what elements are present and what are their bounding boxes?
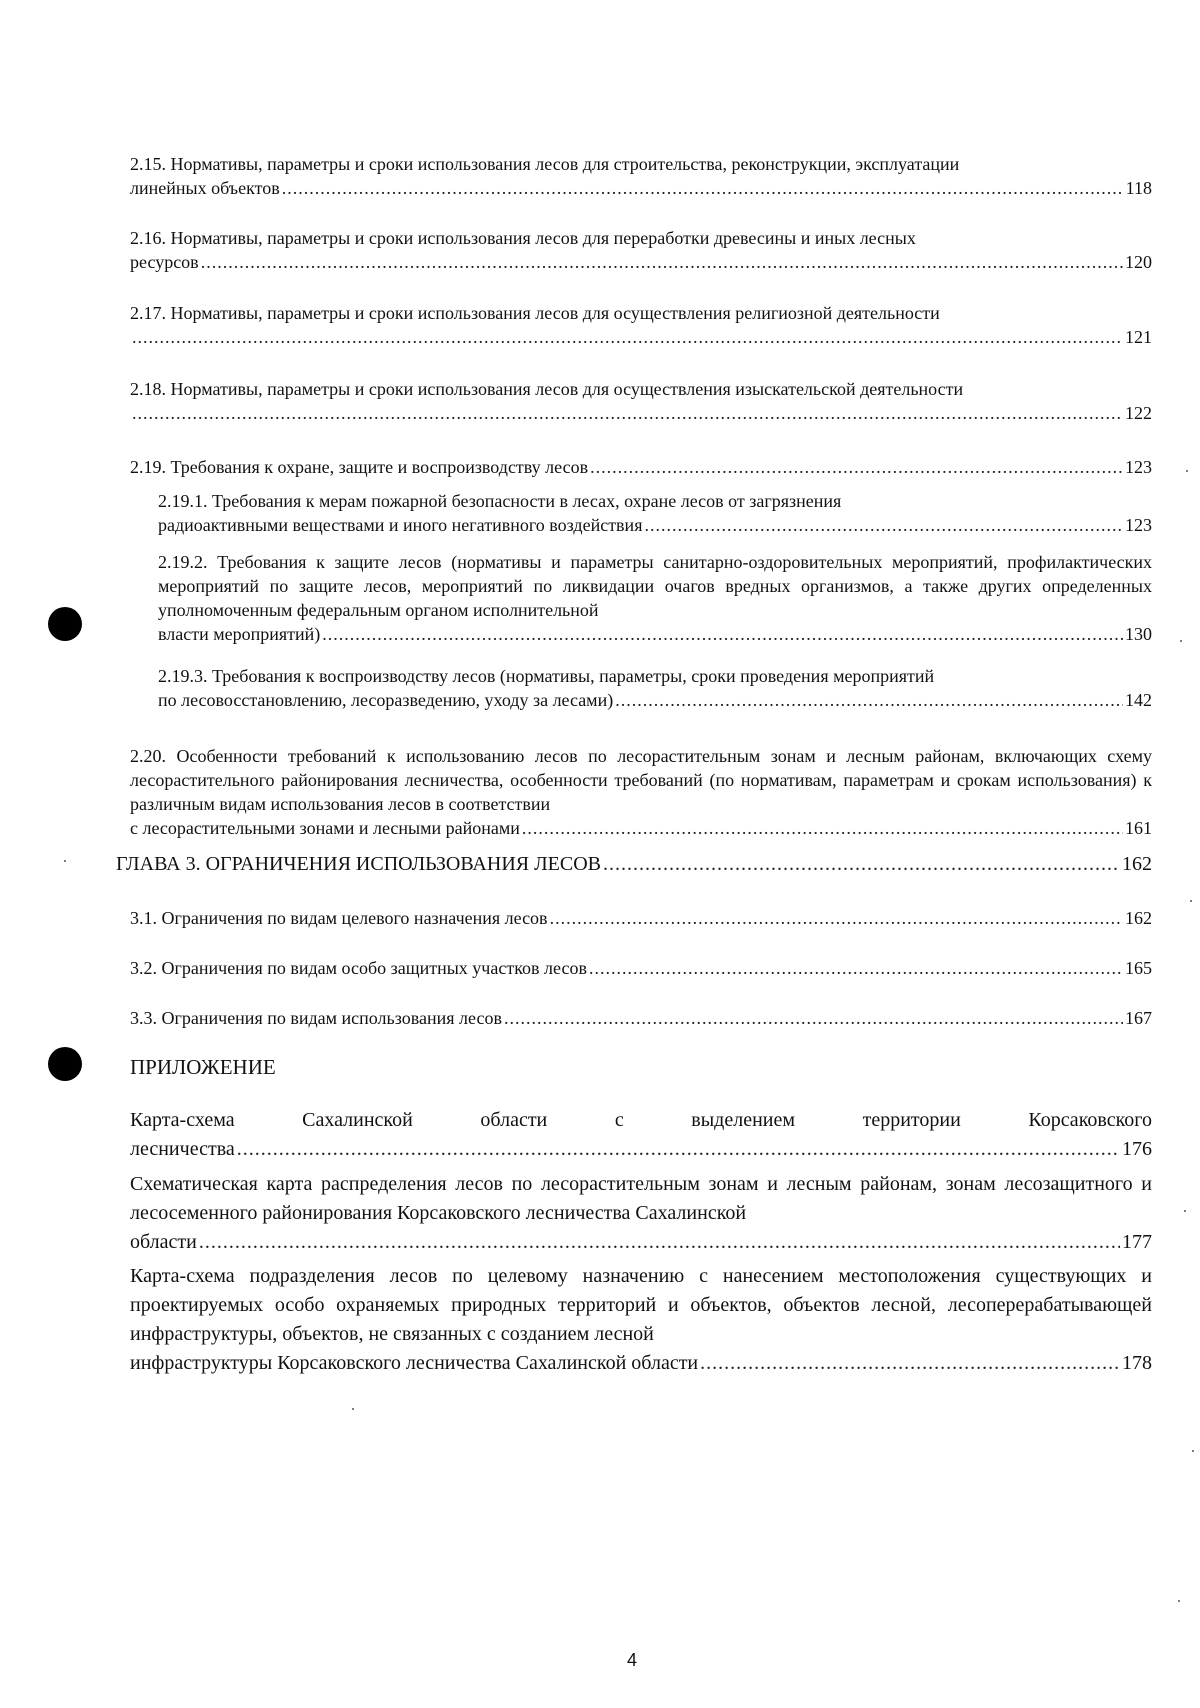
toc-entry-text: Карта-схема подразделения лесов по целевому назначению с нанесением местоположения существующих и проектируемых особо охраняемых природных территорий и объектов, объектов лесной, лесоперерабатывающей инфраструктуры, объектов, не связанных с созданием лесной	[130, 1265, 1152, 1345]
toc-entry-last-line: области	[130, 1231, 197, 1253]
toc-page-number: 123	[1125, 515, 1152, 535]
toc-entry-text: 2.19.2. Требования к защите лесов (нормативы и параметры санитарно-оздоровительных мероприятий, профилактических мероприятий по защите лесов, мероприятий по ликвидации очагов вредных организмов, а также других определенных уполномоченным федеральным органом исполнительной	[158, 552, 1152, 620]
toc-entry-text: 2.17. Нормативы, параметры и сроки использования лесов для осуществления религиозной деятельности	[130, 303, 940, 323]
leader-dots	[199, 1228, 1120, 1257]
toc-page-number: 142	[1125, 690, 1152, 710]
toc-entry-2-19	[130, 455, 1152, 479]
leader-dots	[550, 906, 1123, 930]
scan-speck	[1192, 1450, 1194, 1452]
toc-page-number: 176	[1122, 1138, 1152, 1160]
toc-entry-text: 2.18. Нормативы, параметры и сроки использования лесов для осуществления изыскательской деятельности	[130, 379, 964, 399]
scan-speck	[1186, 470, 1188, 472]
toc-entry-2-18	[130, 377, 1152, 425]
leader-dots	[589, 956, 1123, 980]
page-number: 4	[627, 1650, 638, 1670]
scan-speck	[352, 1408, 354, 1410]
toc-entry-last-line: 2.19. Требования к охране, защите и воспроизводству лесов	[130, 457, 589, 477]
toc-page-number: 165	[1125, 958, 1152, 978]
scan-speck	[1180, 640, 1182, 642]
leader-dots	[615, 688, 1123, 712]
toc-entry-text: 2.19.3. Требования к воспроизводству лесов (нормативы, параметры, сроки проведения мероприятий	[158, 666, 935, 686]
toc-page-number: 162	[1122, 853, 1152, 875]
appendix-heading: ПРИЛОЖЕНИЕ	[130, 1055, 276, 1079]
toc-entry-3-2	[130, 956, 1152, 980]
toc-entry-last-line: ресурсов	[130, 252, 199, 272]
leader-dots	[700, 1349, 1120, 1378]
toc-entry-2-15	[130, 152, 1152, 200]
toc-entry-2-19-2	[158, 550, 1152, 646]
toc-page-number: 123	[1125, 457, 1152, 477]
toc-entry-last-line: 3.1. Ограничения по видам целевого назначения лесов	[130, 908, 548, 928]
toc-appendix-map-2	[130, 1170, 1152, 1257]
toc-entry-last-line: радиоактивными веществами и иного негативного воздействия	[158, 515, 643, 535]
toc-entry-last-line: инфраструктуры Корсаковского лесничества Сахалинской области	[130, 1352, 699, 1374]
scan-speck	[1190, 900, 1192, 902]
toc-page-number: 161	[1125, 818, 1152, 838]
toc-entry-2-20	[130, 744, 1152, 840]
toc-page-number: 178	[1122, 1352, 1152, 1374]
toc-entry-2-19-3	[158, 664, 1152, 712]
toc-page-number: 120	[1125, 252, 1152, 272]
toc-entry-text: 2.16. Нормативы, параметры и сроки использования лесов для переработки древесины и иных лесных	[130, 228, 916, 248]
toc-entry-text: 2.19.1. Требования к мерам пожарной безопасности в лесах, охране лесов от загрязнения	[158, 491, 842, 511]
toc-entry-text: 2.15. Нормативы, параметры и сроки использования лесов для строительства, реконструкции, эксплуатации	[130, 154, 960, 174]
toc-page-number: 118	[1125, 178, 1152, 198]
leader-dots	[201, 250, 1123, 274]
toc-page-number: 121	[1125, 327, 1152, 347]
toc-entry-last-line: власти мероприятий)	[158, 624, 321, 644]
scan-speck	[1178, 1600, 1180, 1602]
toc-entry-text: Карта-схема Сахалинской области с выделением территории Корсаковского	[130, 1109, 1152, 1131]
toc-appendix-map-3	[130, 1262, 1152, 1378]
toc-entry-2-17	[130, 301, 1152, 349]
toc-chapter-3	[116, 850, 1152, 879]
toc-entry-text: Схематическая карта распределения лесов по лесорастительным зонам и лесным районам, зонам лесозащитного и лесосеменного районирования Корсаковского лесничества Сахалинской	[130, 1173, 1152, 1224]
toc-entry-2-19-1	[158, 489, 1152, 537]
toc-entry-last-line: ГЛАВА 3. ОГРАНИЧЕНИЯ ИСПОЛЬЗОВАНИЯ ЛЕСОВ	[116, 853, 602, 875]
leader-dots	[590, 455, 1123, 479]
toc-entry-last-line: лесничества	[130, 1138, 235, 1160]
leader-dots	[603, 850, 1120, 879]
toc-page-number: 130	[1125, 624, 1152, 644]
toc-entry-last-line: с лесорастительными зонами и лесными районами	[130, 818, 520, 838]
toc-entry-2-16	[130, 226, 1152, 274]
toc-entry-text: 2.20. Особенности требований к использованию лесов по лесорастительным зонам и лесным районам, включающих схему лесорастительного районирования лесничества, особенности требований (по нормативам, параметрам и срокам использования) к различным видам использования лесов в соответствии	[130, 746, 1152, 814]
toc-entry-3-1	[130, 906, 1152, 930]
toc-entry-last-line: 3.3. Ограничения по видам использования лесов	[130, 1008, 502, 1028]
toc-entry-last-line: линейных объектов	[130, 178, 280, 198]
punch-hole-top	[48, 607, 82, 641]
toc-entry-3-3	[130, 1006, 1152, 1030]
toc-page-number: 167	[1125, 1008, 1152, 1028]
toc-page-number: 122	[1125, 403, 1152, 423]
leader-dots	[237, 1135, 1120, 1164]
leader-dots	[522, 816, 1123, 840]
leader-dots	[132, 401, 1123, 425]
scan-speck	[1184, 1210, 1186, 1212]
punch-hole-bottom	[48, 1047, 82, 1081]
scan-speck	[64, 860, 66, 862]
leader-dots	[504, 1006, 1123, 1030]
toc-entry-last-line: 3.2. Ограничения по видам особо защитных участков лесов	[130, 958, 587, 978]
leader-dots	[282, 176, 1124, 200]
leader-dots	[132, 325, 1123, 349]
leader-dots	[644, 513, 1123, 537]
toc-entry-last-line: по лесовосстановлению, лесоразведению, уходу за лесами)	[158, 690, 614, 710]
leader-dots	[322, 622, 1123, 646]
toc-appendix-map-1	[130, 1106, 1152, 1164]
toc-page-number: 162	[1125, 908, 1152, 928]
toc-page-number: 177	[1122, 1231, 1152, 1253]
